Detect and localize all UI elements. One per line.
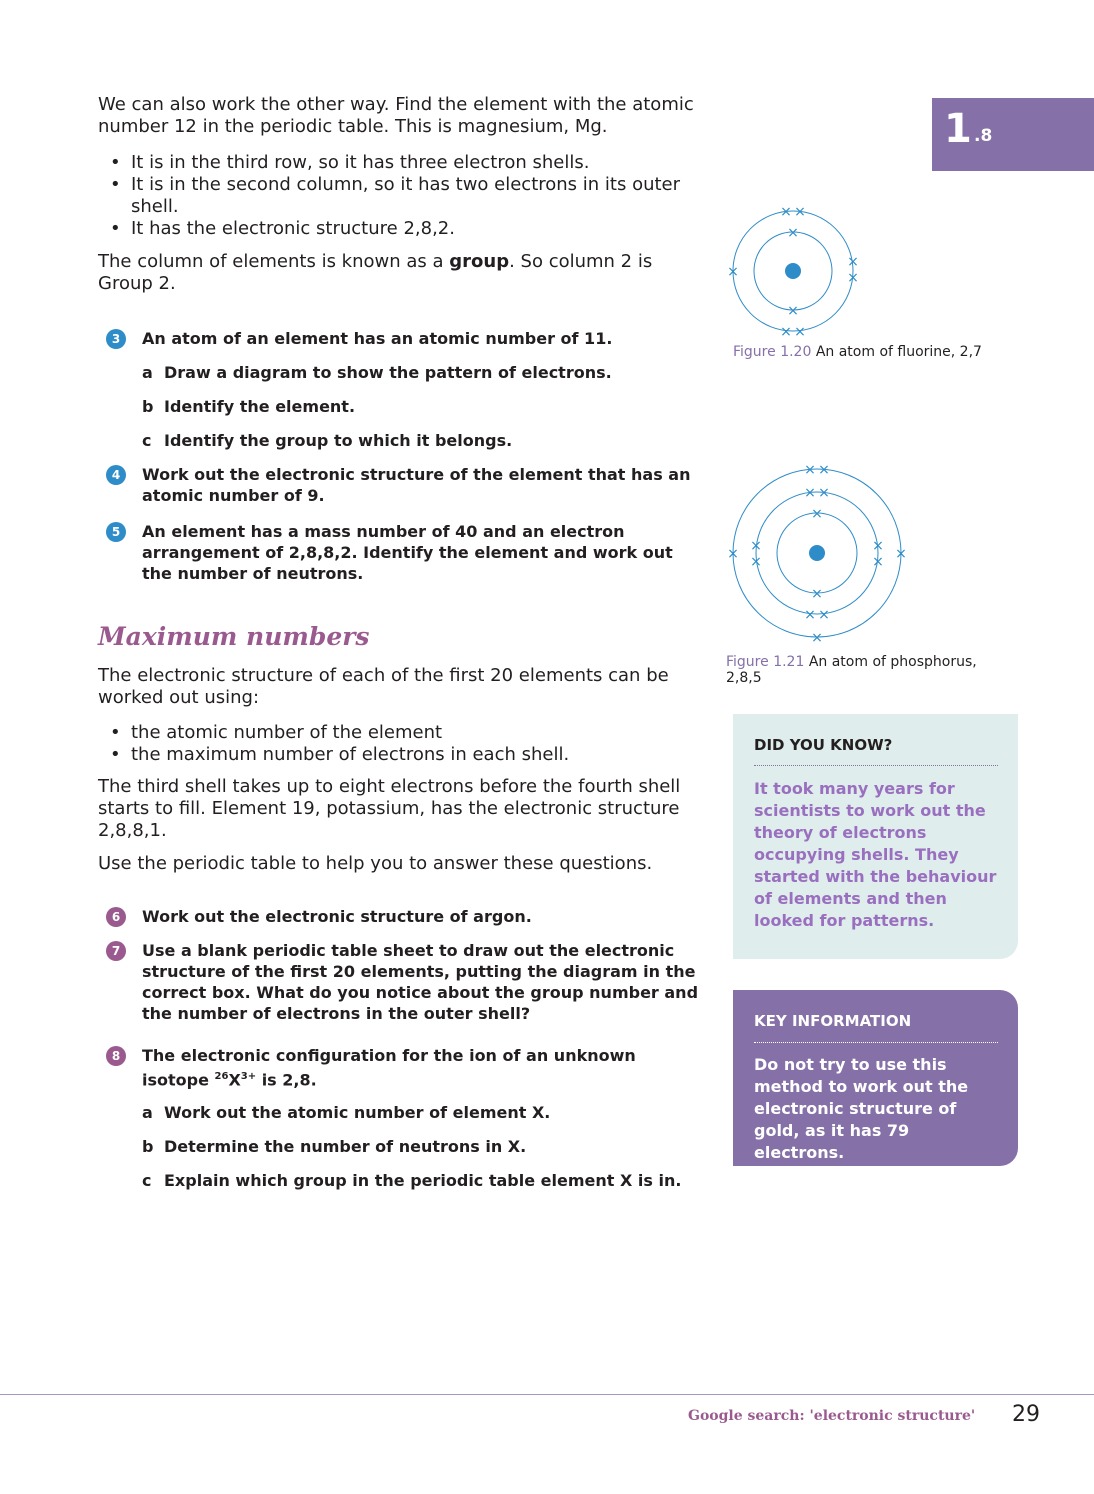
- part-text: Determine the number of neutrons in: [164, 1137, 508, 1156]
- question-text: Work out the electronic structure of the element that has an atomic number of 9.: [142, 465, 691, 505]
- figure-label: Figure 1.21: [726, 654, 805, 670]
- intro-paragraph: We can also work the other way. Find the element with the atomic number 12 in the periodic table. This is magnesium, Mg.: [98, 94, 694, 137]
- key-information-text: Do not try to use this method to work out the electronic structure of gold, as it has 79 electrons.: [754, 1055, 969, 1162]
- part-letter: a: [142, 363, 153, 382]
- electron-marker: ×: [895, 546, 907, 562]
- electron-marker: ×: [811, 586, 823, 602]
- question-number-badge: 4: [106, 465, 126, 485]
- section-subnumber: .8: [974, 126, 993, 146]
- footer-search-hint: Google search: 'electronic structure': [688, 1408, 976, 1424]
- part-text-post: is in.: [632, 1171, 682, 1190]
- part-text: Draw a diagram to show the pattern of electrons.: [164, 363, 612, 382]
- part-letter: c: [142, 431, 152, 450]
- electron-marker: ×: [818, 462, 830, 478]
- did-you-know-box: [733, 714, 1018, 959]
- electron-marker: ×: [787, 225, 799, 241]
- electron-marker: ×: [727, 546, 739, 562]
- question-part: [142, 396, 702, 417]
- question-text: Use a blank periodic table sheet to draw out the electronic structure of the first 20 elements, putting the diagram in the correct box. What do you notice about the group number and the number of electrons in the outer shell?: [142, 941, 699, 1023]
- electron-marker: ×: [811, 506, 823, 522]
- part-text-post: .: [544, 1103, 551, 1122]
- electron-marker: ×: [794, 204, 806, 220]
- part-symbol: X: [619, 1171, 633, 1190]
- electron-marker: ×: [818, 485, 830, 501]
- question-number-badge: 5: [106, 522, 126, 542]
- electron-marker: ×: [794, 324, 806, 340]
- part-letter: a: [142, 1103, 153, 1122]
- electron-marker: ×: [804, 485, 816, 501]
- section-tab: [932, 98, 1094, 171]
- isotope-charge: 3+: [240, 1071, 257, 1082]
- electron-marker: ×: [780, 324, 792, 340]
- figure-caption-fluorine: [733, 344, 1013, 360]
- q-text-post: is 2,8.: [256, 1070, 317, 1090]
- question-part: [142, 1102, 702, 1123]
- part-symbol: X: [531, 1103, 545, 1122]
- electron-marker: ×: [750, 554, 762, 570]
- question-part: [142, 1170, 702, 1191]
- question-part: [142, 430, 702, 451]
- did-you-know-title: DID YOU KNOW?: [754, 736, 893, 754]
- isotope-mass: 26: [214, 1071, 229, 1082]
- question-part: [142, 1136, 702, 1157]
- intro-bullet-list: [98, 152, 698, 240]
- electron-marker: ×: [804, 607, 816, 623]
- question-part: [142, 362, 702, 383]
- question-number-badge: 7: [106, 941, 126, 961]
- electron-marker: ×: [787, 303, 799, 319]
- did-you-know-text: It took many years for scientists to work out the theory of electrons occupying shells. They started with the behaviour of elements and then looked for patterns.: [754, 779, 997, 930]
- q-text-pre: The electronic configuration for the: [142, 1046, 470, 1065]
- part-letter: b: [142, 397, 154, 416]
- part-symbol: X: [507, 1137, 521, 1156]
- footer-divider: [0, 1394, 1094, 1395]
- key-information-box: [733, 990, 1018, 1166]
- part-text: Identify the group to which it belongs.: [164, 431, 513, 450]
- section-paragraph: The electronic structure of each of the first 20 elements can be worked out using:: [98, 665, 669, 708]
- part-text: Explain which group in the periodic table element: [164, 1171, 620, 1190]
- electron-marker: ×: [872, 538, 884, 554]
- list-item: • It has the electronic structure 2,8,2.: [98, 218, 698, 240]
- electron-marker: ×: [780, 204, 792, 220]
- section-paragraph: The third shell takes up to eight electrons before the fourth shell starts to fill. Element 19, potassium, has the electronic structure 2,8,8,1.: [98, 776, 681, 841]
- question-text: Work out the electronic structure of argon.: [142, 907, 532, 926]
- list-item: • It is in the second column, so it has two electrons in its outer shell.: [98, 174, 698, 218]
- section-number: 1: [944, 106, 972, 152]
- group-paragraph: [98, 251, 688, 295]
- isotope-symbol: X: [228, 1070, 241, 1090]
- group-text-pre: The column of elements is known as a: [98, 251, 450, 272]
- part-text-post: .: [520, 1137, 527, 1156]
- part-text: Work out the atomic number of element: [164, 1103, 532, 1122]
- key-information-title: KEY INFORMATION: [754, 1012, 912, 1030]
- electron-marker: ×: [818, 607, 830, 623]
- electron-marker: ×: [811, 630, 823, 646]
- section-heading: Maximum numbers: [98, 622, 370, 651]
- divider: [754, 765, 998, 766]
- ion-term: ion: [469, 1046, 497, 1065]
- electron-marker: ×: [750, 538, 762, 554]
- electron-marker: ×: [872, 554, 884, 570]
- question-number-badge: 6: [106, 907, 126, 927]
- question-text: An atom of an element has an atomic number of 11.: [142, 329, 613, 348]
- section-bullet-list: [98, 722, 698, 766]
- list-item: • It is in the third row, so it has three electron shells.: [98, 152, 698, 174]
- question-text: An element has a mass number of 40 and an electron arrangement of 2,8,8,2. Identify the element and work out the number of neutrons.: [142, 522, 673, 583]
- question-number-badge: 8: [106, 1046, 126, 1066]
- fluorine-atom-diagram: [720, 200, 870, 345]
- section-paragraph: Use the periodic table to help you to answer these questions.: [98, 853, 653, 874]
- page-number: 29: [1012, 1402, 1040, 1427]
- electron-marker: ×: [847, 270, 859, 286]
- figure-label: Figure 1.20: [733, 344, 812, 360]
- question-number-badge: 3: [106, 329, 126, 349]
- electron-marker: ×: [804, 462, 816, 478]
- electron-marker: ×: [847, 254, 859, 270]
- electron-marker: ×: [727, 264, 739, 280]
- part-letter: b: [142, 1137, 154, 1156]
- part-letter: c: [142, 1171, 152, 1190]
- phosphorus-atom-diagram: [720, 460, 920, 650]
- q-text-mid: of an unknown isotope: [142, 1046, 636, 1090]
- question-text: [142, 1045, 702, 1090]
- divider: [754, 1042, 998, 1043]
- figure-caption-text: An atom of phosphorus, 2,8,5: [726, 654, 977, 686]
- figure-caption-text: An atom of fluorine, 2,7: [811, 344, 982, 360]
- group-term: group: [449, 251, 510, 272]
- list-item: • the atomic number of the element: [98, 722, 698, 744]
- figure-caption-phosphorus: [726, 654, 1016, 686]
- list-item: • the maximum number of electrons in each shell.: [98, 744, 698, 766]
- part-text: Identify the element.: [164, 397, 356, 416]
- group-text-post: . So column 2 is Group 2.: [98, 251, 653, 294]
